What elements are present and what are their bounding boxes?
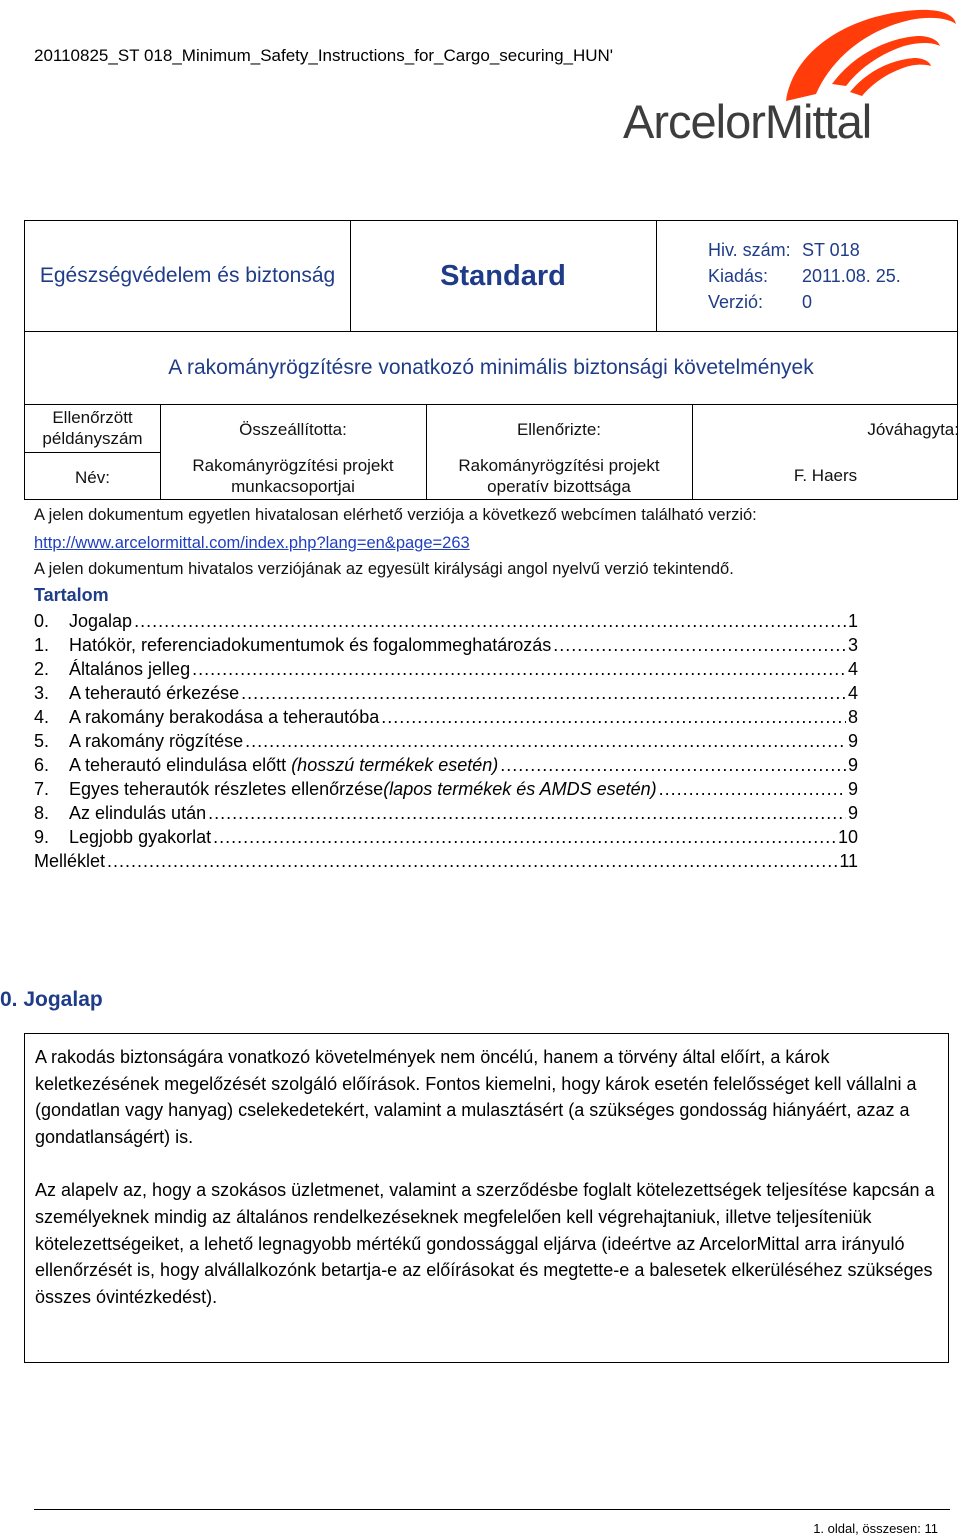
doc-type-cell: Standard xyxy=(350,221,657,331)
toc-item[interactable]: 3. A teherautó érkezése . . . 4 xyxy=(34,681,858,705)
issue-value: 2011.08. 25. xyxy=(802,266,901,286)
signoff-table xyxy=(24,405,958,500)
paragraph: Az alapelv az, hogy a szokásos üzletmenet, valamint a szerződésbe foglalt kötelezettségek teljesítése kapcsán a személyeknek mindig az általános rendelkezéseknek megfelelően kell végrehajtaniuk, illetve teljesíteniük kötelezettségeiket, a lehető legnagyobb mértékű gondossággal eljárva (ideértve az ArcelorMittal arra irányuló ellenőrzését is, hogy alvállalkozónk betartja-e az előírásokat és megtette-e a balesetek elkerüléséhez szükséges összes óvintézkedést). xyxy=(35,1180,935,1307)
name-label: Név: xyxy=(75,468,110,487)
table-of-contents xyxy=(34,609,858,873)
toc-item[interactable]: 2. Általános jelleg . . . 4 xyxy=(34,657,858,681)
toc-item[interactable]: 9. Legjobb gyakorlat . . . 10 xyxy=(34,825,858,849)
approved-value: F. Haers xyxy=(793,466,858,485)
ref-label: Hiv. szám: xyxy=(708,240,791,260)
footer-rule xyxy=(34,1509,950,1510)
header-table xyxy=(24,220,958,332)
approved-label: Jóváhagyta: xyxy=(867,420,959,439)
department-cell: Egészségvédelem és biztonság xyxy=(25,221,351,331)
toc-item[interactable]: 5. A rakomány rögzítése . . . 9 xyxy=(34,729,858,753)
toc-item[interactable]: Melléklet . . . 11 xyxy=(34,849,858,873)
ref-value: ST 018 xyxy=(802,240,860,260)
toc-item[interactable]: 0. Jogalap . . . 1 xyxy=(34,609,858,633)
toc-item[interactable]: 8. Az elindulás után . . . 9 xyxy=(34,801,858,825)
toc-heading: Tartalom xyxy=(34,585,109,605)
controlled-copy-label: Ellenőrzött példányszám xyxy=(42,408,143,448)
page-number: 1. oldal, összesen: 11 xyxy=(813,1521,938,1536)
compiled-value: Rakományrögzítési projekt munkacsoportjai xyxy=(192,456,394,496)
notice-line-2: A jelen dokumentum hivatalos verziójának az egyesült királysági angol nyelvű verzió tekintendő. xyxy=(34,560,734,578)
compiled-label: Összeállította: xyxy=(239,420,347,439)
arcelormittal-logo xyxy=(618,6,958,152)
paragraph: A rakodás biztonságára vonatkozó követelmények nem öncélú, hanem a törvény által előírt, a károk keletkezésének megelőzését szolgáló előírások. Fontos kiemelni, hogy károk esetén felelősséget kell vállalni a (gondatlan vagy hanyag) cselekedetekért, valamint a mulasztásért (a szükséges gondosság hiányáért, azaz a gondatlanságért) is. xyxy=(35,1047,917,1147)
toc-item[interactable]: 6. A teherautó elindulása előtt (hosszú termékek esetén) . . . 9 xyxy=(34,753,858,777)
notice-url-link[interactable]: http://www.arcelormittal.com/index.php?lang=en&page=263 xyxy=(34,534,470,552)
toc-item[interactable]: 7. Egyes teherautók részletes ellenőrzése(lapos termékek és AMDS esetén) . . . 9 xyxy=(34,777,858,801)
toc-item[interactable]: 1. Hatókör, referenciadokumentumok és fogalommeghatározás . . . 3 xyxy=(34,633,858,657)
section-heading: 0. Jogalap xyxy=(0,988,103,1011)
toc-item[interactable]: 4. A rakomány berakodása a teherautóba . . . 8 xyxy=(34,705,858,729)
version-label: Verzió: xyxy=(708,292,764,312)
checked-value: Rakományrögzítési projekt operatív bizottsága xyxy=(458,456,660,496)
section-body-box xyxy=(24,1033,949,1363)
document-filename: 20110825_ST 018_Minimum_Safety_Instructions_for_Cargo_securing_HUN' xyxy=(34,46,614,65)
notice-line-1: A jelen dokumentum egyetlen hivatalosan elérhető verziója a következő webcímen található verzió: xyxy=(34,506,757,524)
logo-wordmark: ArcelorMittal xyxy=(623,95,872,148)
version-value: 0 xyxy=(802,292,813,312)
issue-label: Kiadás: xyxy=(708,266,769,286)
document-title: A rakományrögzítésre vonatkozó minimális biztonsági követelmények xyxy=(24,332,958,405)
checked-label: Ellenőrizte: xyxy=(516,420,602,439)
doc-meta-cell xyxy=(708,237,901,315)
